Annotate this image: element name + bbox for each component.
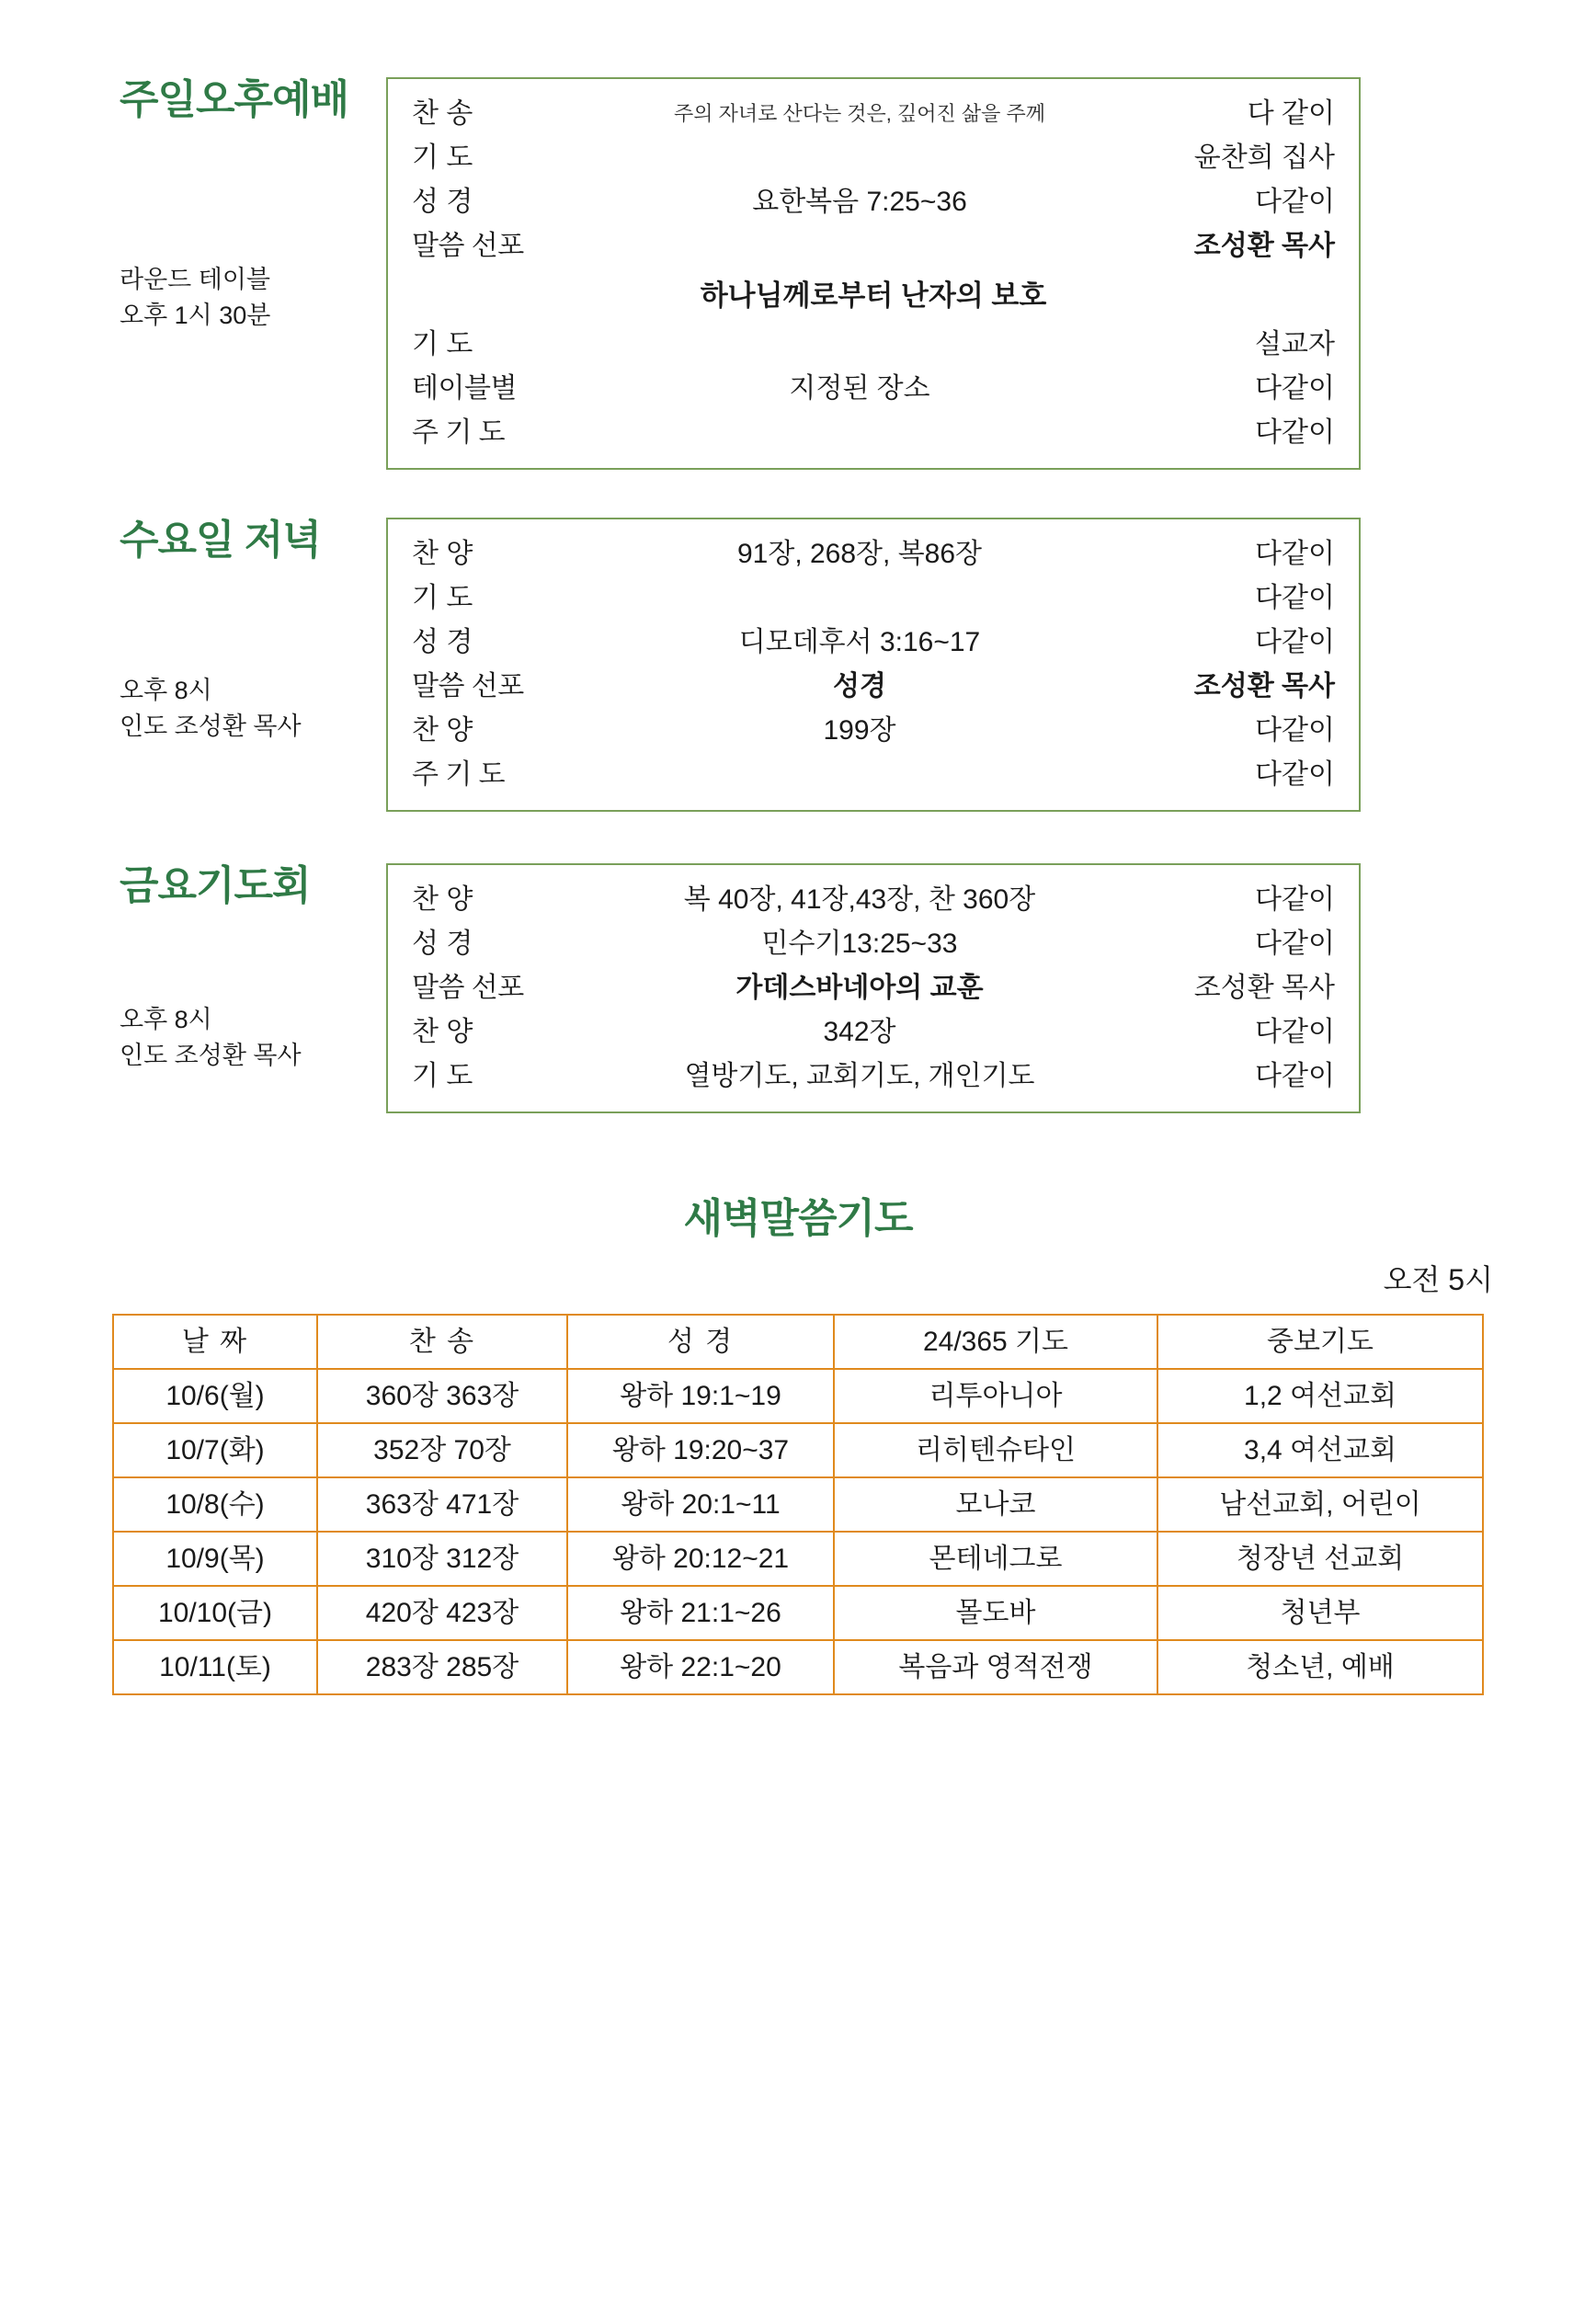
order-item-content: 민수기13:25~33 xyxy=(761,929,958,959)
order-row xyxy=(412,92,1335,136)
order-item-label: 말씀 선포 xyxy=(412,231,524,261)
order-item-content: 디모데후서 3:16~17 xyxy=(738,627,981,657)
order-item-person: 다같이 xyxy=(1255,583,1335,613)
order-row xyxy=(412,709,1335,753)
order-item-label: 주 기 도 xyxy=(412,417,506,448)
service-subinfo xyxy=(120,673,386,745)
cell-24365-prayer: 리투아니아 xyxy=(834,1369,1157,1423)
order-row xyxy=(412,576,1335,621)
service-left-friday xyxy=(0,863,386,1074)
order-item-person: 다같이 xyxy=(1255,539,1335,569)
table-header-row xyxy=(113,1315,1483,1369)
order-row xyxy=(412,1054,1335,1099)
order-item-person: 조성환 목사 xyxy=(1193,671,1335,701)
order-item-person: 다같이 xyxy=(1255,929,1335,959)
order-item-person: 다같이 xyxy=(1255,373,1335,404)
order-row xyxy=(412,411,1335,455)
order-item-label xyxy=(412,629,596,656)
order-item-label: 주 기 도 xyxy=(412,759,506,790)
order-item-label-text: 찬 양 xyxy=(412,884,473,915)
order-row xyxy=(412,878,1335,922)
cell-scripture: 왕하 21:1~26 xyxy=(567,1586,834,1640)
service-title: 수요일 저녁 xyxy=(120,518,321,563)
order-item-label xyxy=(412,144,596,172)
order-item-label-text: 기 도 xyxy=(412,329,473,359)
order-row xyxy=(412,922,1335,966)
order-item-person: 다같이 xyxy=(1255,627,1335,657)
service-subinfo xyxy=(120,1002,386,1074)
cell-hymn: 360장 363장 xyxy=(317,1369,567,1423)
order-item-label-text: 찬 양 xyxy=(412,539,473,569)
cell-intercession: 3,4 여선교회 xyxy=(1157,1423,1483,1477)
service-title: 금요기도회 xyxy=(120,863,311,908)
cell-24365-prayer: 몰도바 xyxy=(834,1586,1157,1640)
order-item-person: 다같이 xyxy=(1255,759,1335,790)
dawn-prayer-section xyxy=(0,1185,1596,1695)
cell-date: 10/11(토) xyxy=(113,1640,317,1694)
order-item-content: 성경 xyxy=(833,671,886,701)
order-item-content: 342장 xyxy=(823,1017,896,1047)
order-item-label xyxy=(412,100,596,128)
dawn-prayer-time: 오전 5시 xyxy=(1383,1263,1493,1296)
order-item-content: 주의 자녀로 산다는 것은, 깊어진 삶을 주께 xyxy=(673,102,1046,125)
column-header-hymn: 찬 송 xyxy=(317,1315,567,1369)
cell-date: 10/9(목) xyxy=(113,1532,317,1586)
order-item-content: 요한복음 7:25~36 xyxy=(752,187,967,217)
order-item-label-text: 기 도 xyxy=(412,142,473,173)
order-item-person: 다같이 xyxy=(1255,715,1335,746)
cell-date: 10/10(금) xyxy=(113,1586,317,1640)
order-item-label-text: 찬 양 xyxy=(412,715,473,746)
order-row xyxy=(412,532,1335,576)
order-item-label-text: 찬 송 xyxy=(412,98,473,129)
order-item-person: 조성환 목사 xyxy=(1193,231,1335,261)
cell-intercession: 청소년, 예배 xyxy=(1157,1640,1483,1694)
order-item-person: 설교자 xyxy=(1255,329,1335,359)
table-row xyxy=(113,1477,1483,1532)
order-item-label xyxy=(412,188,596,216)
service-leader: 인도 조성환 목사 xyxy=(120,712,302,740)
order-item-label xyxy=(412,585,596,612)
order-item-person: 다같이 xyxy=(1255,1017,1335,1047)
order-item-label xyxy=(412,541,596,568)
order-item-content: 가데스바네아의 교훈 xyxy=(735,973,984,1003)
bulletin-page xyxy=(0,77,1596,2314)
cell-intercession: 청년부 xyxy=(1157,1586,1483,1640)
order-item-label xyxy=(412,930,596,958)
service-title: 주일오후예배 xyxy=(120,77,349,122)
service-left-wednesday xyxy=(0,518,386,745)
cell-hymn: 363장 471장 xyxy=(317,1477,567,1532)
order-item-person: 다같이 xyxy=(1255,417,1335,448)
service-block-sunday xyxy=(0,77,1596,470)
cell-24365-prayer: 복음과 영적전쟁 xyxy=(834,1640,1157,1694)
order-item-label xyxy=(412,1063,596,1090)
order-row xyxy=(412,1010,1335,1054)
order-item-content: 91장, 268장, 복86장 xyxy=(736,539,983,569)
cell-hymn: 420장 423장 xyxy=(317,1586,567,1640)
table-row xyxy=(113,1640,1483,1694)
column-header-scripture: 성 경 xyxy=(567,1315,834,1369)
order-item-person: 조성환 목사 xyxy=(1193,973,1335,1003)
order-item-content: 지정된 장소 xyxy=(789,373,930,404)
service-time: 오후 1시 30분 xyxy=(120,301,271,329)
order-of-service-friday xyxy=(386,863,1361,1113)
order-item-label-text: 성 경 xyxy=(412,187,473,217)
order-item-label-text: 성 경 xyxy=(412,627,473,657)
order-row xyxy=(412,665,1335,709)
cell-hymn: 310장 312장 xyxy=(317,1532,567,1586)
order-row xyxy=(412,136,1335,180)
order-item-person: 윤찬희 집사 xyxy=(1193,142,1335,173)
cell-24365-prayer: 리히텐슈타인 xyxy=(834,1423,1157,1477)
column-header-intercession: 중보기도 xyxy=(1157,1315,1483,1369)
cell-scripture: 왕하 19:1~19 xyxy=(567,1369,834,1423)
order-item-label: 말씀 선포 xyxy=(412,671,524,701)
service-block-friday xyxy=(0,863,1596,1113)
order-item-label: 말씀 선포 xyxy=(412,973,524,1003)
order-item-content: 199장 xyxy=(823,715,896,746)
order-item-person: 다같이 xyxy=(1255,884,1335,915)
service-subinfo xyxy=(120,262,386,334)
order-item-label xyxy=(412,331,596,359)
order-item-person: 다 같이 xyxy=(1247,98,1335,129)
table-row xyxy=(113,1532,1483,1586)
cell-hymn: 352장 70장 xyxy=(317,1423,567,1477)
order-of-service-wednesday xyxy=(386,518,1361,812)
order-row xyxy=(412,621,1335,665)
order-row xyxy=(412,966,1335,1010)
cell-intercession: 청장년 선교회 xyxy=(1157,1532,1483,1586)
service-left-sunday xyxy=(0,77,386,334)
cell-scripture: 왕하 20:12~21 xyxy=(567,1532,834,1586)
cell-date: 10/6(월) xyxy=(113,1369,317,1423)
sermon-title: 하나님께로부터 난자의 보호 xyxy=(700,279,1047,312)
order-item-label xyxy=(412,1019,596,1046)
order-item-label xyxy=(412,886,596,914)
order-item-label-text: 기 도 xyxy=(412,583,473,613)
order-row xyxy=(412,753,1335,797)
table-row xyxy=(113,1369,1483,1423)
order-item-person: 다같이 xyxy=(1255,187,1335,217)
table-row xyxy=(113,1586,1483,1640)
service-leader: 인도 조성환 목사 xyxy=(120,1041,302,1069)
cell-scripture: 왕하 22:1~20 xyxy=(567,1640,834,1694)
service-time: 오후 8시 xyxy=(120,1005,212,1033)
service-location: 라운드 테이블 xyxy=(120,265,270,293)
order-row xyxy=(412,367,1335,411)
dawn-prayer-table xyxy=(112,1314,1484,1695)
order-item-label: 테이블별 xyxy=(412,373,517,404)
table-row xyxy=(113,1423,1483,1477)
cell-intercession: 1,2 여선교회 xyxy=(1157,1369,1483,1423)
order-item-label-text: 기 도 xyxy=(412,1061,473,1091)
order-item-label-text: 성 경 xyxy=(412,929,473,959)
order-item-label xyxy=(412,717,596,745)
cell-24365-prayer: 모나코 xyxy=(834,1477,1157,1532)
order-item-person: 다같이 xyxy=(1255,1061,1335,1091)
cell-scripture: 왕하 19:20~37 xyxy=(567,1423,834,1477)
cell-hymn: 283장 285장 xyxy=(317,1640,567,1694)
order-of-service-sunday xyxy=(386,77,1361,470)
order-row xyxy=(412,323,1335,367)
cell-date: 10/7(화) xyxy=(113,1423,317,1477)
order-item-content: 복 40장, 41장,43장, 찬 360장 xyxy=(683,884,1036,915)
service-block-wednesday xyxy=(0,518,1596,812)
column-header-date: 날 짜 xyxy=(113,1315,317,1369)
order-item-label-text: 찬 양 xyxy=(412,1017,473,1047)
cell-24365-prayer: 몬테네그로 xyxy=(834,1532,1157,1586)
order-row xyxy=(412,180,1335,224)
dawn-prayer-title: 새벽말씀기도 xyxy=(683,1196,913,1241)
order-row xyxy=(412,224,1335,268)
service-time: 오후 8시 xyxy=(120,676,212,704)
column-header-24365-prayer: 24/365 기도 xyxy=(834,1315,1157,1369)
cell-date: 10/8(수) xyxy=(113,1477,317,1532)
cell-intercession: 남선교회, 어린이 xyxy=(1157,1477,1483,1532)
order-item-content: 열방기도, 교회기도, 개인기도 xyxy=(684,1061,1035,1091)
cell-scripture: 왕하 20:1~11 xyxy=(567,1477,834,1532)
